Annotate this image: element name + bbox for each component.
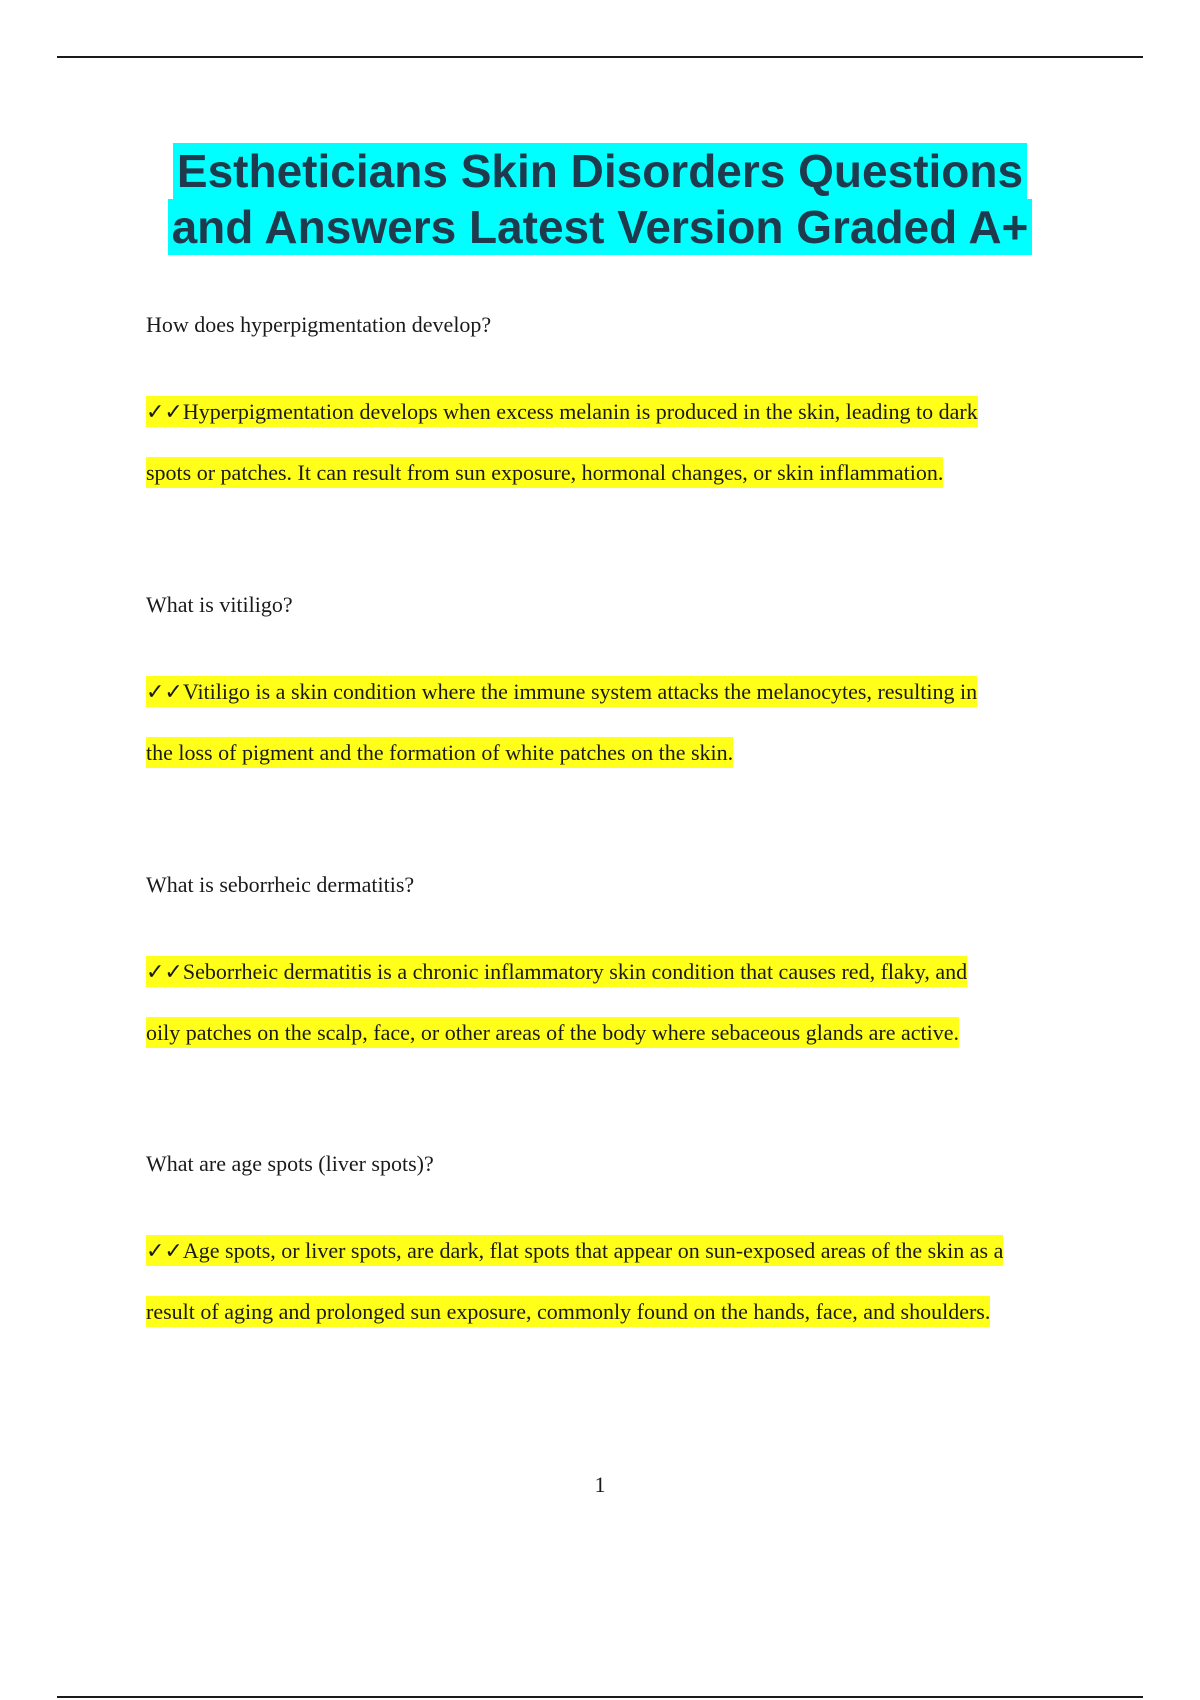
qa-item-hyperpigmentation — [146, 311, 1096, 503]
question-text: What is vitiligo? — [146, 592, 293, 617]
check-mark-icon: ✓✓ — [146, 960, 183, 985]
qa-item-seborrheic-dermatitis — [146, 871, 1096, 1063]
answer-text-line-1: Seborrheic dermatitis is a chronic inflammatory skin condition that causes red, flaky, and — [182, 959, 968, 984]
check-mark-icon: ✓✓ — [146, 400, 183, 425]
question-text: How does hyperpigmentation develop? — [146, 312, 492, 337]
answer-block — [146, 942, 1096, 1063]
page-number: 1 — [594, 1472, 606, 1497]
check-mark-icon: ✓✓ — [146, 1239, 183, 1264]
bottom-rule — [57, 1696, 1143, 1698]
top-rule — [57, 56, 1143, 58]
answer-block — [146, 382, 1096, 503]
title-line-1: Estheticians Skin Disorders Questions — [173, 143, 1027, 199]
answer-text-line-1: Vitiligo is a skin condition where the immune system attacks the melanocytes, resulting in — [182, 679, 978, 704]
question-text: What is seborrheic dermatitis? — [146, 872, 415, 897]
answer-text-line-2: oily patches on the scalp, face, or other areas of the body where sebaceous glands are active. — [146, 1017, 959, 1048]
answer-text-line-1: Age spots, or liver spots, are dark, flat spots that appear on sun-exposed areas of the skin as a — [182, 1238, 1004, 1263]
answer-text-line-2: spots or patches. It can result from sun exposure, hormonal changes, or skin inflammation. — [146, 457, 943, 488]
answer-text-line-2: the loss of pigment and the formation of white patches on the skin. — [146, 737, 733, 768]
check-mark-icon: ✓✓ — [146, 680, 183, 705]
answer-text-line-2: result of aging and prolonged sun exposure, commonly found on the hands, face, and shoulders. — [146, 1296, 990, 1327]
answer-block — [146, 662, 1096, 783]
qa-item-age-spots — [146, 1150, 1096, 1342]
title-line-2: and Answers Latest Version Graded A+ — [168, 199, 1033, 255]
question-text: What are age spots (liver spots)? — [146, 1151, 434, 1176]
qa-item-vitiligo — [146, 591, 1096, 783]
answer-text-line-1: Hyperpigmentation develops when excess melanin is produced in the skin, leading to dark — [182, 399, 978, 424]
answer-block — [146, 1221, 1096, 1342]
document-title — [0, 143, 1200, 255]
